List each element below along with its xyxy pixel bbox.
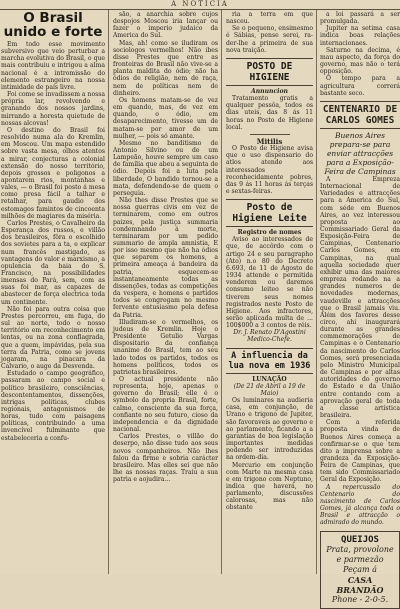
- paragraph: A Empreza Internacional de Variedades e attracções para a America do Sul, com séde em Buenos Aires, ao vez interessou proposta ao Commissariado Geral da Exposição-Feira de Campinas, Centenario Carlos Gomes, em Campinas, na qual aquella sociedade quer exhibir uma das maiores empreza rodando na a grandes numeros de novedades modernas, vaudeville e attracções que o Brasil jamais viu. Além dos favores desse circo, ahi inaugurará durante as grandes commemorações de Campinas e o Centenario da nascimento do Carlos Gomes, será presenciada pelo Ministro Municipal de Campinas e por altas autoridades do governo do Estado e da União entre contando com a aprovação geral de toda a classe artística brasileira.: [320, 175, 400, 420]
- article-body: [1, 41, 105, 442]
- article-subtitle: LUNAÇÃO: [252, 375, 287, 383]
- notice-subtitle: Registro de nomes: [237, 229, 302, 237]
- notice-title: Mitilis: [256, 136, 283, 146]
- notice-title: Posto de Higiene Leite: [232, 202, 307, 225]
- paragraph: O tempo para a agricultura correrá bastante seco.: [320, 75, 400, 97]
- ad-line: Prata, provolone e parmezão: [326, 544, 394, 564]
- ad-line: Peçam á: [343, 564, 377, 574]
- paragraph: Mesmo no banditismo de Antonio Silvino ou de um Lampeão, houve sempre um caso de família que abeu a seguinta de ódio. Depois foi a luta pela liberdade, O bandido tornou-se a mata, defendendo-se de quem o perseguia.: [113, 139, 218, 197]
- signature: Dr. J. Renato D'Agostini Medico-Chefe.: [233, 329, 306, 344]
- masthead: A NOTICIA: [171, 0, 229, 8]
- paragraph: Foi come se invadissem a nossa própria lar, revolvendo e granando dos nossos jardins, mirrando a horesta quietude de nossas alcovas!: [1, 91, 105, 127]
- paragraph: O destino do Brasil foi resolvido numa ala do Kremlin, em Moscou. Um mapa estendido sobre vasta mesa, olhos atentos a mirar, conjecturas a colonial extensão do nosso território, depois grossos e poligonos a apontarem rios, montanhas e vales, — o Brasil foi posto á mesa como presa fácil a talhar e retalhar, para gaudio dos estomagos famintos de cincoenta milhões de magiares da miséria.: [1, 126, 105, 220]
- paragraph: Tratamento gratis a qualquer pessôa, todos os dias uteis, das 8 ás 11 horas no Posto de Higiene local.: [226, 95, 313, 131]
- paragraph: Os luminares na audieria casa, em conjunção, de Urano e trigono de Jupiter, são favoraveis ao governo e ao parlamento, ficando a a garantias de boa legislação importantes medidas podendo ser introduzidas na ordem-dia.: [226, 397, 313, 462]
- ad-title: QUEIJOS: [341, 534, 379, 545]
- paragraph: Em todo esse movimento subversivo que veio perturbar a marcha evolutiva do Brasil, o que mais contribuiu e intrigou a alma nacional é a intromissão do elemento estrangeiro na nossa intimidade de país livre.: [1, 41, 105, 91]
- banner-subtitle: Buenos Aires prepara-se para enviar attracções para a Exposição-Feira de Campinas: [324, 130, 396, 176]
- column-divider: [316, 10, 317, 574]
- article-title: A influencia da lua nova em 1936: [228, 350, 311, 371]
- paragraph: Os homens matam-se de vez em quando, mas, de vez em quando, o ódio, em desaparecimento, tivesse um de matam-se por amor de um mulher, — pois só amante.: [113, 96, 218, 140]
- column-divider: [108, 10, 109, 574]
- paragraph: Se o pequeno, ensimesmo é Sábias, pense serei, ra-der-lhe a primeira de sua nova traição.: [226, 25, 313, 54]
- divider: [250, 134, 290, 135]
- paragraph: O actual presidente não representa, hoje, apenas o governo do Brasil; elle é o symbolo da propria Brasil, forte, calmo, consciente da sua força, confiante no seu futuro, cioso da independencia e da dignidade nacional.: [113, 375, 218, 434]
- paragraph: a loi passará a ser promulgada.: [320, 11, 400, 26]
- notice-box-posto-leite: [226, 199, 313, 227]
- banner-centenario: [320, 101, 400, 129]
- paragraph: Aviso ao interessados de que, de accôrdo com o artigo 24 e seu paragrapho (Ato) n.o 80 do Decreto 6.693, de 11 de Agosto de 1934 attende e permitida venderem ou daremos consumo leiteo se não tiverem seus nomes registrados neste Posto de Higiene. Aos infractores, serão aplicada multa de ... 100$000 a 3 contos de réis.: [226, 236, 313, 330]
- banner-title: CENTENARIO DE CARLOS GOMES: [322, 103, 398, 126]
- column-divider: [221, 10, 222, 574]
- column-1: [1, 11, 105, 571]
- article-dateline: (De 21 de Abril a 19 de Maio): [233, 382, 306, 397]
- notice-subtitle: Annuncion: [251, 87, 288, 95]
- paragraph: Illudiram-se o vermelhos, os judeus de Kremlin. Hoje o Presidente Getulio Vargas dispositario da confiança unanime do Brasil, tem ao seu lado todos os partidos, todos os homens políticos, todos os patriotas brasileiros.: [113, 318, 218, 376]
- article-box-lua-nova: [226, 348, 313, 374]
- ad-line: CASA BRANDÃO: [336, 574, 384, 595]
- advertisement-queijos: [320, 531, 400, 609]
- paragraph: ria a terra em que nasceu.: [226, 11, 313, 26]
- paragraph: Saturno na decima, é mau aspecto, da força do governo, mas não o terá opposição.: [320, 46, 400, 76]
- paragraph: Mercurio em conjunção com Marte na mesma casa e em trigono com Neptuno, indica que haverá, no parlamento, discussões calorosas, mas não obstante: [226, 461, 313, 512]
- paragraph: Mas, ah! como se iludiram os sociologos vermelhos! Não ibes disse Prestes que entre as fronteiras do Brasil não vive-se a planta maldita do ódio; não ha ódios de religião, nem de raça, nem de políticas nem de dinheiro.: [113, 39, 218, 97]
- ad-line: Phone - 2-0-5.: [331, 594, 389, 604]
- headline-brasil-unido: O Brasil unido e forte: [3, 10, 103, 40]
- column-2: [113, 11, 218, 571]
- column-3: [226, 11, 313, 571]
- paragraph: Não thes disse Prestes que se nossa guerras civis em vez de terminarem, como em outros paizes, pela justiça summaria condemnando á morte, terminaram por um pedido summario de ampla amnistia, E por isso mesmo que não ha ódios que separem os homens, a primeira ameaça á bandeira da patria, esquecem-se instantaneamente todas as dissenções, todas as competições da vespera, e homens e partidos todos se congregam no mesmo fervente entusiasmo pela defesa da Patria.: [113, 197, 218, 319]
- paragraph: Carlos Prestes, o Cavalheiro da Esperança dos russos, e villão dos brasileiros, fôra o escolhido dos sovietes para a ta, e explicar num francês mastigado, as vantagens do valor e marxismo, a opulencia da baia do S. Francisco, na possibilidades imensas do Pará, sem, com as suas foi mar, as capazes de abastecer de força electrica toda um continente.: [1, 219, 105, 306]
- paragraph: Estudado o campo geográfico, passaram ao campo social e político brasileiro, consciências, descontentamentos, dissenções, intrigas políticas, clubes regionais, antagonismos de horas, tudo com paisagens políticas, contribuindo a uma invencível fulminante que estabeleceria a confu-: [1, 370, 105, 442]
- paragraph: Carlos Prestes, o villão do deserpo, não disse tudo aos seus novos companheiros. Não lhes falou da firme e sobria carácter brasileiro. Mas elles sei que não lhe as nossas raças. Traiu a sua patria e aojudira...: [113, 433, 218, 484]
- notice-box-posto-higiene: [226, 58, 313, 86]
- paragraph: são, a anarchia sobre cujos despojos Moscou iria lançar ou fazer o imperio judaico da America do Sul.: [113, 11, 218, 40]
- paragraph: Jupiter na setima casa indica boas relações internacionaes.: [320, 25, 400, 47]
- notice-title: POSTO DE HIGIENE: [246, 60, 293, 83]
- paragraph: A repercussão do Centenario do nascimento de Carlos Gomes, já alcança toda o Brasil e attracção o admirado do mundo.: [320, 483, 400, 527]
- paragraph: Não foi para outra coisa que Prestes percorreu, em fuga, do sul ao norte, todo o nosso território em reconhecimento em lentas, ou na zona conflagrada, que a quem, impávidas, pela sua terra da Patria, como se jovens jogaram, na pinacara da Calvario, o auge da Desvenda.: [1, 305, 105, 371]
- column-4: [320, 11, 400, 604]
- paragraph: Com a referida proposta vinda de Buenos Aires começa a confirmar-se o que tem dito a imprensa sobre a grandeza da Exposição-Feira de Campinas, que tem sido Commissariado Geral da Exposição.: [320, 419, 400, 484]
- paragraph: O Posto de Higiene avisa que o uso dispensario do atlos atende aos interessados reconhecidamente pobres, das 9 ás 11 horas ás terças e sextas-feiras.: [226, 145, 313, 195]
